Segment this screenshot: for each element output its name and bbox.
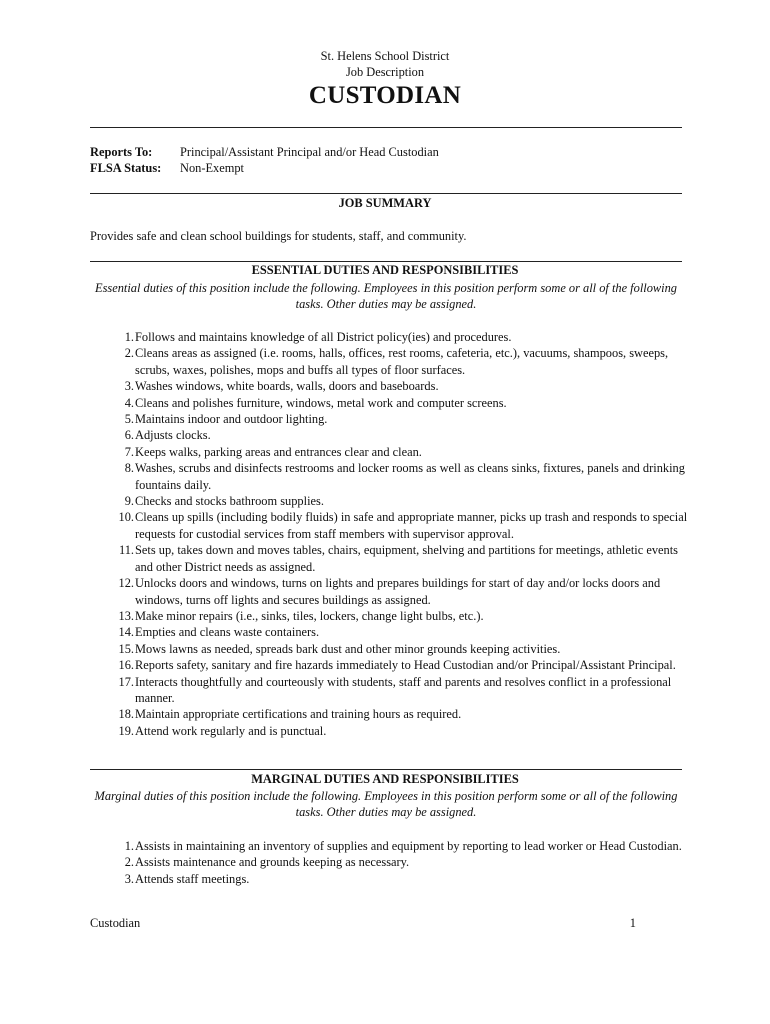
item-text: Maintains indoor and outdoor lighting. [135, 412, 328, 427]
item-number: 1. [124, 839, 134, 853]
item-text: Empties and cleans waste containers. [135, 625, 320, 640]
item-number: 5. [124, 412, 134, 427]
item-number: 15. [118, 641, 134, 656]
job-summary-text: Provides safe and clean school buildings for students, staff, and community. [90, 229, 467, 243]
item-number: 12. [118, 576, 134, 591]
flsa-row [90, 160, 439, 176]
list-item [108, 329, 688, 345]
flsa-label: FLSA Status: [90, 161, 162, 176]
list-item [108, 460, 688, 493]
reports-to-value: Principal/Assistant Principal and/or Head Custodian [180, 145, 439, 159]
list-item [108, 444, 688, 460]
item-text: Washes windows, white boards, walls, doors and baseboards. [135, 379, 439, 394]
reports-to-label: Reports To: [90, 145, 153, 159]
marginal-duties-intro: Marginal duties of this position include the following. Employees in this position perform some or all of the following tasks. Other duties may be assigned. [94, 789, 678, 820]
item-number: 7. [124, 444, 134, 459]
item-text: Make minor repairs (i.e., sinks, tiles, lockers, change light bulbs, etc.). [135, 608, 484, 623]
list-item [108, 624, 688, 640]
doc-type: Job Description [345, 65, 425, 79]
list-item [108, 378, 688, 394]
list-item [108, 657, 688, 673]
list-item [108, 608, 688, 624]
item-number: 16. [118, 658, 134, 673]
item-text: Washes, scrubs and disinfects restrooms and locker rooms as well as cleans sinks, fixtures, panels and drinking fountains daily. [135, 461, 685, 492]
footer-doc-name: Custodian [90, 916, 141, 930]
list-item [108, 723, 688, 739]
district-name: St. Helens School District [320, 49, 450, 63]
list-item [108, 542, 688, 575]
reports-to-row [90, 144, 439, 160]
item-number: 10. [118, 510, 134, 525]
essential-duties-intro: Essential duties of this position include the following. Employees in this position perform some or all of the following tasks. Other duties may be assigned. [95, 281, 677, 312]
item-text: Cleans up spills (including bodily fluids) in safe and appropriate manner, picks up trash and responds to special requests for custodial services from staff members with supervisor approval. [135, 510, 688, 541]
item-number: 6. [124, 428, 134, 443]
item-number: 3. [124, 379, 134, 394]
list-item [108, 854, 688, 870]
divider [90, 261, 682, 262]
item-text: Checks and stocks bathroom supplies. [135, 494, 324, 509]
list-item [108, 706, 688, 722]
item-number: 19. [118, 723, 134, 738]
item-text: Unlocks doors and windows, turns on lights and prepares buildings for start of day and/or locks doors and windows, turns off lights and secures buildings as assigned. [135, 576, 661, 607]
item-number: 11. [118, 543, 134, 558]
divider [90, 127, 682, 128]
item-number: 8. [124, 461, 134, 476]
item-text: Adjusts clocks. [135, 428, 211, 443]
item-text: Attends staff meetings. [135, 871, 250, 886]
list-item [108, 427, 688, 443]
item-number: 4. [124, 395, 134, 410]
divider [90, 769, 682, 770]
item-text: Reports safety, sanitary and fire hazards immediately to Head Custodian and/or Principal/Assistant Principal. [135, 658, 676, 673]
item-text: Cleans and polishes furniture, windows, metal work and computer screens. [135, 395, 507, 410]
item-text: Assists maintenance and grounds keeping as necessary. [135, 855, 410, 870]
page-number: 1 [629, 916, 636, 930]
item-number: 17. [118, 674, 134, 689]
list-item [108, 838, 688, 854]
list-item [108, 411, 688, 427]
list-item [108, 575, 688, 608]
item-text: Interacts thoughtfully and courteously with students, staff and parents and resolves conflict in a professional manner. [135, 674, 672, 705]
list-item [108, 674, 688, 707]
list-item [108, 395, 688, 411]
item-number: 2. [124, 855, 134, 870]
flsa-value: Non-Exempt [180, 161, 245, 176]
list-item [108, 345, 688, 378]
marginal-duties-heading: MARGINAL DUTIES AND RESPONSIBILITIES [251, 772, 519, 786]
item-number: 18. [118, 707, 134, 722]
item-number: 9. [124, 494, 134, 509]
list-item [108, 509, 688, 542]
divider [90, 193, 682, 194]
item-text: Cleans areas as assigned (i.e. rooms, halls, offices, rest rooms, cafeteria, etc.), vacuums, shampoos, sweeps, scrubs, waxes, polishes, mops and buffs all types of floor surfaces. [135, 346, 669, 377]
item-number: 3. [124, 871, 134, 886]
item-number: 1. [124, 330, 134, 344]
essential-duties-heading: ESSENTIAL DUTIES AND RESPONSIBILITIES [251, 263, 519, 277]
item-text: Keeps walks, parking areas and entrances clear and clean. [135, 444, 422, 459]
item-text: Follows and maintains knowledge of all District policy(ies) and procedures. [135, 330, 512, 344]
document-header [0, 48, 770, 80]
list-item [108, 641, 688, 657]
list-item [108, 493, 688, 509]
item-text: Attend work regularly and is punctual. [135, 723, 327, 738]
item-number: 14. [118, 625, 134, 640]
essential-duties-list [108, 329, 688, 739]
item-text: Sets up, takes down and moves tables, chairs, equipment, shelving and partitions for meetings, athletic events and other District needs as assigned. [135, 543, 679, 574]
page-title: CUSTODIAN [308, 82, 462, 109]
marginal-duties-list [108, 838, 688, 887]
item-text: Mows lawns as needed, spreads bark dust and other minor grounds keeping activities. [135, 641, 561, 656]
item-number: 13. [118, 608, 134, 623]
item-text: Maintain appropriate certifications and training hours as required. [135, 707, 462, 722]
item-text: Assists in maintaining an inventory of supplies and equipment by reporting to lead worker or Head Custodian. [135, 839, 682, 853]
job-summary-heading: JOB SUMMARY [338, 196, 432, 210]
item-number: 2. [124, 346, 134, 361]
page-footer [90, 916, 636, 931]
list-item [108, 871, 688, 887]
job-meta [90, 144, 439, 177]
